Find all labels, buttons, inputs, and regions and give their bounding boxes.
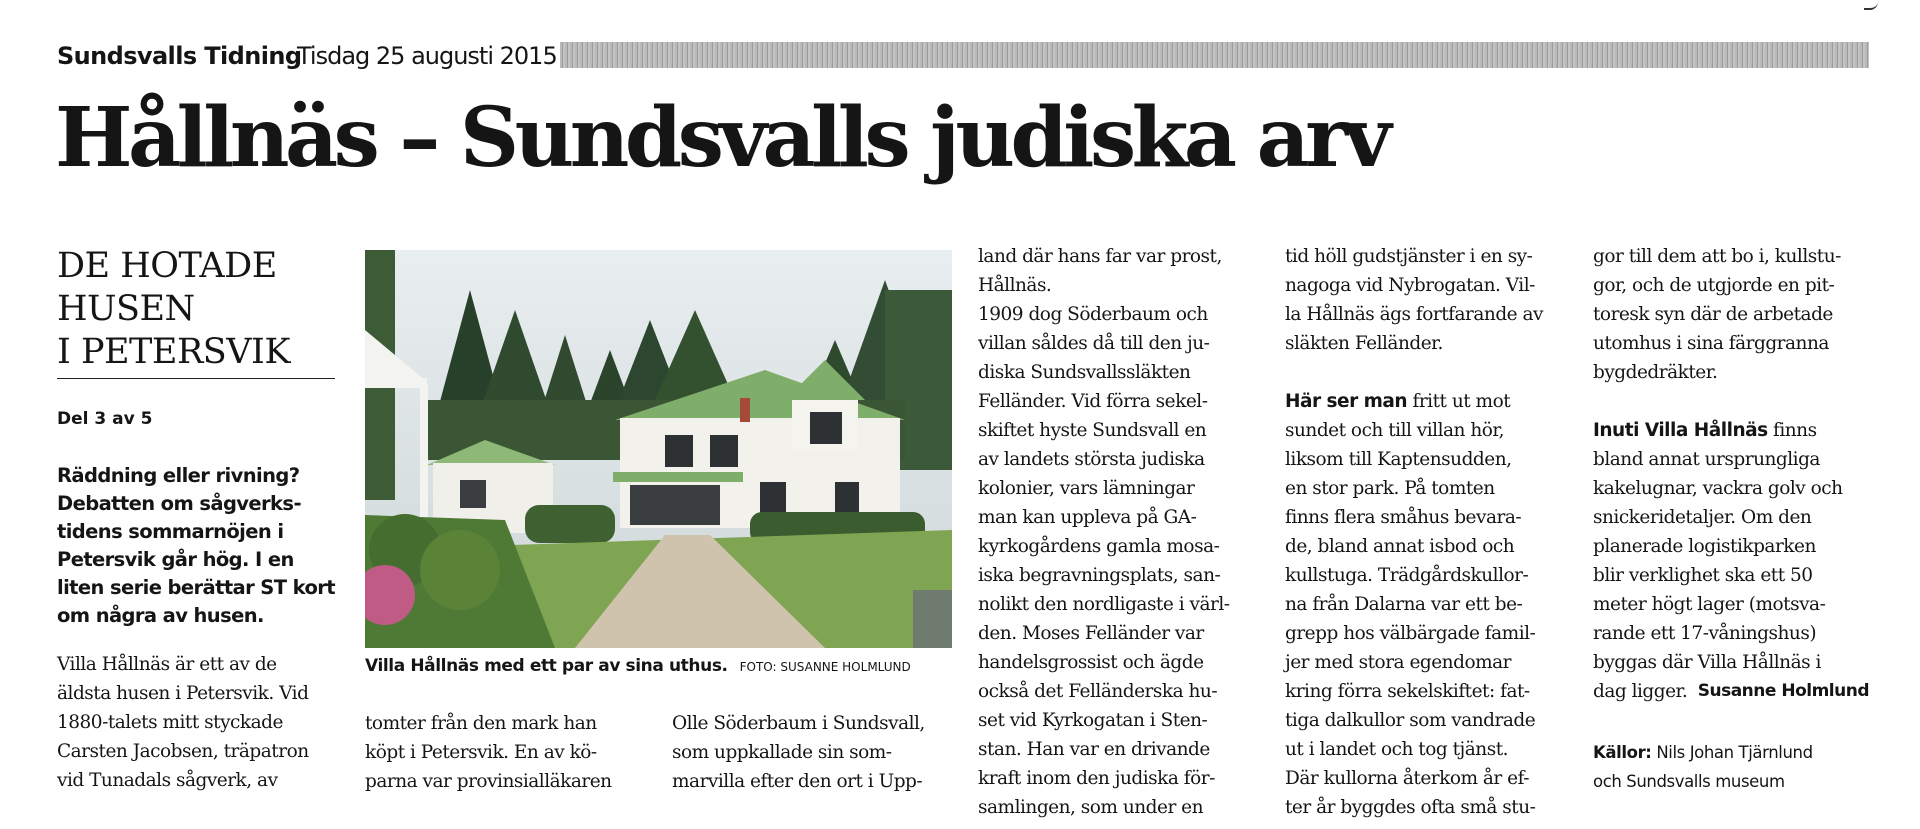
text-line: iska begravningsplats, san- [978, 565, 1221, 586]
text-line: Hållnäs. [978, 275, 1052, 296]
text-line: kullstuga. Trädgårdskullor- [1285, 565, 1529, 586]
text-line: den. Moses Felländer var [978, 623, 1204, 644]
text-line: gor till dem att bo i, kullstu- [1593, 246, 1841, 267]
text-line: villan såldes då till den ju- [978, 333, 1210, 354]
text-line: handelsgrossist och ägde [978, 652, 1204, 673]
text-line: dag ligger. [1593, 681, 1688, 702]
text-line: kring förra sekelskiftet: fat- [1285, 681, 1530, 702]
article-ingress: Räddning eller rivning? Debatten om sågverkstidens sommarnöjen i Petersvik går hög. I en liten serie berättar ST kort om några av husen. [57, 464, 336, 627]
text-line: köpt i Petersvik. En av kö- [365, 742, 597, 763]
text-line: gor, och de utgjorde en pit- [1593, 275, 1835, 296]
text-column-6 [1593, 242, 1843, 706]
photo-caption [365, 656, 955, 676]
text-line: ter år byggdes ofta små stu- [1285, 797, 1536, 818]
caption-text: Villa Hållnäs med ett par av sina uthus. [365, 656, 728, 676]
text-column-4 [978, 242, 1230, 822]
text-line: snickeridetaljer. Om den [1593, 507, 1812, 528]
text-line: Där kullorna återkom år ef- [1285, 768, 1530, 789]
sources-line: och Sundsvalls museum [1593, 772, 1785, 791]
text-line: en stor park. På tomten [1285, 478, 1495, 499]
text-fragment: fritt ut mot [1407, 391, 1511, 412]
text-line: set vid Kyrkogatan i Sten- [978, 710, 1208, 731]
text-line: samlingen, som under en [978, 797, 1204, 818]
text-column-3 [672, 709, 925, 796]
text-line: vid Tunadals sågverk, av [57, 770, 278, 791]
text-line: släkten Felländer. [1285, 333, 1443, 354]
text-line: kraft inom den judiska för- [978, 768, 1215, 789]
text-line: skiftet hyste Sundsvall en [978, 420, 1207, 441]
text-line: meter högt lager (motsva- [1593, 594, 1826, 615]
text-line: blir verklighet ska ett 50 [1593, 565, 1813, 586]
text-line: la Hållnäs ägs fortfarande av [1285, 304, 1543, 325]
text-line: finns flera småhus bevara- [1285, 507, 1522, 528]
text-line [1285, 387, 1543, 416]
text-fragment: finns [1767, 420, 1817, 441]
text-line: av landets största judiska [978, 449, 1205, 470]
kicker-divider [57, 378, 335, 379]
text-line: parna var provinsialläkaren [365, 771, 612, 792]
text-line: bygdedräkter. [1593, 362, 1718, 383]
text-column-1 [57, 650, 309, 795]
text-line: na från Dalarna var ett be- [1285, 594, 1523, 615]
text-line: nolikt den nordligaste i värl- [978, 594, 1230, 615]
kicker-line: I PETERSVIK [57, 332, 291, 372]
text-line: kakelugnar, vackra golv och [1593, 478, 1843, 499]
text-line: land där hans far var prost, [978, 246, 1222, 267]
section-kicker [57, 245, 335, 374]
text-column-2 [365, 709, 612, 796]
article-headline: Hållnäs – Sundsvalls judiska arv [55, 90, 1388, 186]
text-line: nagoga vid Nybrogatan. Vil- [1285, 275, 1535, 296]
text-line: som uppkallade sin som- [672, 742, 892, 763]
masthead-halftone-bar [560, 42, 1869, 68]
kicker-line: HUSEN [57, 289, 195, 329]
text-line: kolonier, vars lämningar [978, 478, 1195, 499]
text-line: byggas där Villa Hållnäs i [1593, 652, 1821, 673]
kicker-line: DE HOTADE [57, 246, 277, 286]
masthead [57, 40, 1869, 74]
text-line: tid höll gudstjänster i en sy- [1285, 246, 1533, 267]
text-line: sundet och till villan hör, [1285, 420, 1505, 441]
series-label: Del 3 av 5 [57, 409, 153, 429]
newspaper-name: Sundsvalls Tidning [57, 42, 302, 70]
sources-line: Nils Johan Tjärnlund [1651, 743, 1813, 762]
text-line: Villa Hållnäs är ett av de [57, 654, 277, 675]
text-line: tomter från den mark han [365, 713, 597, 734]
text-line: 1880-talets mitt styckade [57, 712, 283, 733]
text-line: Carsten Jacobsen, träpatron [57, 741, 309, 762]
text-line: Olle Söderbaum i Sundsvall, [672, 713, 925, 734]
text-line: tiga dalkullor som vandrade [1285, 710, 1536, 731]
paragraph-lead: Här ser man [1285, 391, 1408, 412]
text-line: rande ett 17-våningshus) [1593, 623, 1817, 644]
text-line: kyrkogårdens gamla mosa- [978, 536, 1220, 557]
text-line: 1909 dog Söderbaum och [978, 304, 1208, 325]
text-line: stan. Han var en drivande [978, 739, 1210, 760]
text-line: grepp hos välbärgade famil- [1285, 623, 1536, 644]
issue-date: Tisdag 25 augusti 2015 [297, 42, 557, 70]
author-signature: Susanne Holmlund [1697, 681, 1869, 701]
text-line: ut i landet och tog tjänst. [1285, 739, 1509, 760]
text-line: liksom till Kaptensudden, [1285, 449, 1512, 470]
text-line: också det Felländerska hu- [978, 681, 1218, 702]
text-line: utomhus i sina färggranna [1593, 333, 1829, 354]
sources-note [1593, 738, 1893, 796]
text-line: de, bland annat isbod och [1285, 536, 1515, 557]
sources-label: Källor: [1593, 743, 1652, 762]
text-line: marvilla efter den ort i Upp- [672, 771, 923, 792]
text-line: äldsta husen i Petersvik. Vid [57, 683, 309, 704]
paragraph-gap [1285, 358, 1543, 387]
paragraph-gap [1593, 387, 1843, 416]
corner-mark [1864, 0, 1878, 10]
text-line: diska Sundsvallssläkten [978, 362, 1191, 383]
text-line: planerade logistikparken [1593, 536, 1816, 557]
paragraph-lead: Inuti Villa Hållnäs [1593, 420, 1768, 441]
text-line: man kan uppleva på GA- [978, 507, 1197, 528]
text-line [1593, 416, 1843, 445]
villa-photo [365, 250, 952, 648]
villa-illustration [365, 250, 952, 648]
text-line: bland annat ursprungliga [1593, 449, 1820, 470]
text-line: Felländer. Vid förra sekel- [978, 391, 1208, 412]
text-line: jer med stora egendomar [1285, 652, 1511, 673]
text-line: toresk syn där de arbetade [1593, 304, 1833, 325]
text-column-5 [1285, 242, 1543, 822]
photo-credit: FOTO: SUSANNE HOLMLUND [739, 660, 911, 674]
